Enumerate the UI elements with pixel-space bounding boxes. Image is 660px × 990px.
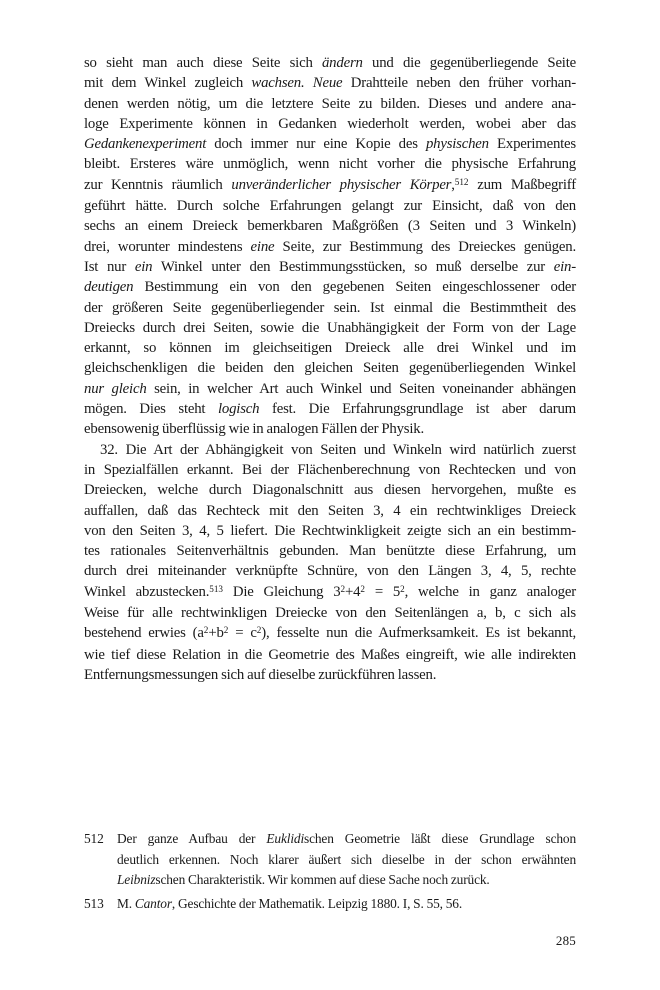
- text-line: [84, 338, 576, 358]
- text-segment: loge Experimente können in Gedanken wiederholt werden, wobei aber das: [84, 115, 576, 132]
- text-segment: , Geschichte der Mathematik. Leipzig 1880. I, S. 55, 56.: [171, 895, 463, 911]
- text-segment: Drahtteile neben den früher vorhan-: [342, 75, 576, 92]
- text-segment: fest. Die Erfahrungsgrundlage ist aber darum: [259, 401, 576, 418]
- footnote-number: 513: [84, 895, 104, 911]
- text-line: [84, 582, 576, 603]
- text-segment: ), fesselte nun die Aufmerksamkeit. Es ist bekannt,: [261, 625, 576, 642]
- text-segment: in Spezialfällen erkannt. Bei der Flächenberechnung von Rechtecken und von: [84, 461, 576, 478]
- text-segment: Winkel abzustecken.: [84, 583, 210, 600]
- text-line: [84, 665, 576, 685]
- text-segment: ebensowenig überflüssig wie in analogen Fällen der Physik.: [84, 421, 424, 438]
- text-line: [84, 440, 576, 460]
- text-segment: schen Geometrie läßt diese Grundlage schon: [304, 831, 576, 846]
- text-segment: Winkel unter den Bestimmungsstücken, so muß derselbe zur: [152, 258, 554, 275]
- text-line: [84, 379, 576, 399]
- superscript: 2: [256, 625, 262, 636]
- text-line: [84, 298, 576, 318]
- superscript: 2: [400, 583, 405, 594]
- superscript: 512: [454, 176, 469, 187]
- text-segment: Dreiecken, welche durch Diagonalschnitt aus diesen hervorgehen, mußte es: [84, 482, 576, 499]
- text-line: [84, 623, 576, 644]
- text-line: [84, 154, 576, 174]
- page-number: 285: [555, 933, 576, 948]
- text-line: [84, 460, 576, 480]
- text-segment: Bestimmung ein von den gegebenen Seiten eingeschlossener oder: [133, 279, 576, 296]
- text-line: [84, 561, 576, 581]
- text-line: [84, 134, 576, 154]
- text-segment: drei, worunter mindestens: [84, 238, 251, 255]
- text-segment: ändern: [321, 55, 363, 71]
- text-segment: von den Seiten 3, 4, 5 liefert. Die Rechtwinkligkeit zeigte sich an ein bestimm-: [84, 522, 576, 539]
- text-segment: Dreiecks durch drei Seiten, sowie die Unabhängigkeit der Form von der Lage: [84, 319, 576, 336]
- text-segment: deutlich erkennen. Noch klarer äußert sich dieselbe in der schon erwähnten: [117, 851, 576, 867]
- text-line: [84, 196, 576, 216]
- text-line: [84, 175, 576, 196]
- text-segment: ,: [451, 176, 455, 193]
- text-segment: logisch: [217, 401, 260, 418]
- text-segment: durch drei miteinander verknüpfte Schnüre, von den Längen 3, 4, 5, rechte: [84, 563, 576, 580]
- paragraph: [84, 53, 576, 440]
- text-line: [84, 521, 576, 541]
- text-segment: Der ganze Aufbau der: [117, 831, 267, 846]
- text-line: [117, 829, 576, 850]
- text-line: [84, 480, 576, 500]
- text-segment: bestehend erwies (a: [84, 625, 204, 642]
- text-segment: nur gleich: [84, 380, 147, 397]
- footnote-body: [117, 829, 576, 891]
- text-segment: Entfernungsmessungen sich auf dieselbe zurückführen lassen.: [84, 666, 437, 683]
- text-line: [84, 541, 576, 561]
- text-segment: tes rationales Seitenverhältnis gebunden. Man benützte diese Erfahrung, um: [84, 543, 576, 560]
- footnote: [84, 829, 576, 891]
- superscript: 2: [340, 583, 346, 594]
- text-segment: gleichschenkligen die beiden den gleichen Seiten gegenüberliegenden Winkel: [84, 360, 576, 377]
- text-segment: bleibt. Ersteres wäre unmöglich, wenn nicht vorher die physische Erfahrung: [84, 156, 576, 173]
- text-line: [117, 870, 576, 891]
- text-line: [84, 603, 576, 623]
- paragraph: [84, 440, 576, 686]
- text-segment: deutigen: [84, 279, 134, 296]
- text-segment: Cantor: [134, 895, 172, 911]
- text-segment: zur Kenntnis räumlich: [84, 176, 232, 193]
- text-line: [84, 53, 576, 73]
- text-line: [84, 237, 576, 257]
- text-segment: = 5: [364, 583, 401, 600]
- main-text: [84, 53, 576, 685]
- text-segment: , welche in ganz analoger: [404, 583, 576, 600]
- text-segment: erkannt, so können im gleichseitigen Dreieck alle drei Winkel und im: [84, 340, 576, 357]
- text-line: [84, 358, 576, 378]
- text-segment: Leibniz: [117, 872, 156, 888]
- text-line: [84, 399, 576, 419]
- footnote-body: [117, 894, 576, 915]
- text-segment: Gedankenexperiment: [84, 136, 207, 153]
- superscript: 2: [360, 583, 365, 594]
- text-line: [84, 216, 576, 236]
- text-line: [84, 73, 576, 93]
- text-segment: doch immer nur eine Kopie des: [206, 136, 426, 153]
- text-segment: Euklidi: [266, 831, 305, 846]
- text-segment: denen werden nötig, um die letztere Seite zu bilden. Dieses und andere ana-: [84, 95, 576, 112]
- text-segment: +4: [345, 583, 361, 600]
- text-segment: ein: [134, 258, 153, 275]
- text-segment: ein-: [553, 258, 576, 275]
- footnote: [84, 894, 576, 915]
- text-segment: M.: [117, 895, 135, 911]
- text-segment: +b: [208, 625, 224, 642]
- text-line: [84, 114, 576, 134]
- text-segment: = c: [228, 625, 257, 642]
- text-segment: und die gegenüberliegende Seite: [362, 55, 577, 71]
- text-segment: so sieht man auch diese Seite sich: [84, 55, 322, 71]
- text-segment: schen Charakteristik. Wir kommen auf diese Sache noch zurück.: [155, 872, 490, 888]
- text-line: [84, 645, 576, 665]
- text-line: [84, 318, 576, 338]
- text-line: [84, 277, 576, 297]
- superscript: 513: [209, 583, 223, 594]
- text-segment: sein, in welcher Art auch Winkel und Seiten voneinander abhängen: [146, 380, 576, 397]
- text-segment: der größeren Seite gegenüberliegender sein. Ist einmal die Bestimmtheit des: [84, 299, 576, 316]
- text-segment: unveränderlicher physischer Körper: [231, 176, 452, 193]
- text-segment: Die Gleichung 3: [222, 583, 341, 600]
- text-segment: zum Maßbegriff: [468, 176, 576, 193]
- text-segment: Weise für alle rechtwinkligen Dreiecke von den Seitenlängen a, b, c sich als: [84, 605, 576, 622]
- text-line: [117, 894, 576, 915]
- text-segment: eine: [250, 238, 275, 255]
- superscript: 2: [223, 625, 229, 636]
- text-segment: mögen. Dies steht: [84, 401, 218, 418]
- text-segment: mit dem Winkel zugleich: [84, 75, 252, 92]
- text-segment: sechs an einem Dreieck bemerkbaren Maßgrößen (3 Seiten und 3 Winkeln): [84, 218, 576, 235]
- footnote-number: 512: [84, 831, 104, 846]
- text-segment: physischen: [425, 136, 489, 153]
- footnotes: [84, 829, 576, 914]
- text-line: [84, 94, 576, 114]
- superscript: 2: [203, 625, 209, 636]
- text-segment: Seite, zur Bestimmung des Dreieckes genügen.: [274, 238, 576, 255]
- text-segment: wachsen. Neue: [251, 75, 343, 92]
- text-segment: Experimentes: [488, 136, 576, 153]
- text-line: [84, 419, 576, 439]
- text-segment: Ist nur: [84, 258, 135, 275]
- text-segment: auffallen, daß das Rechteck mit den Seiten 3, 4 ein rechtwinkliges Dreieck: [84, 502, 576, 519]
- text-line: [84, 501, 576, 521]
- text-line: [117, 850, 576, 871]
- text-line: [84, 257, 576, 277]
- text-segment: 32. Die Art der Abhängigkeit von Seiten und Winkeln wird natürlich zuerst: [100, 441, 576, 458]
- text-segment: wie tief diese Relation in die Geometrie des Maßes eingreift, wie alle indirekten: [84, 646, 576, 663]
- text-segment: geführt hätte. Durch solche Erfahrungen gelangt zur Einsicht, daß von den: [84, 198, 576, 215]
